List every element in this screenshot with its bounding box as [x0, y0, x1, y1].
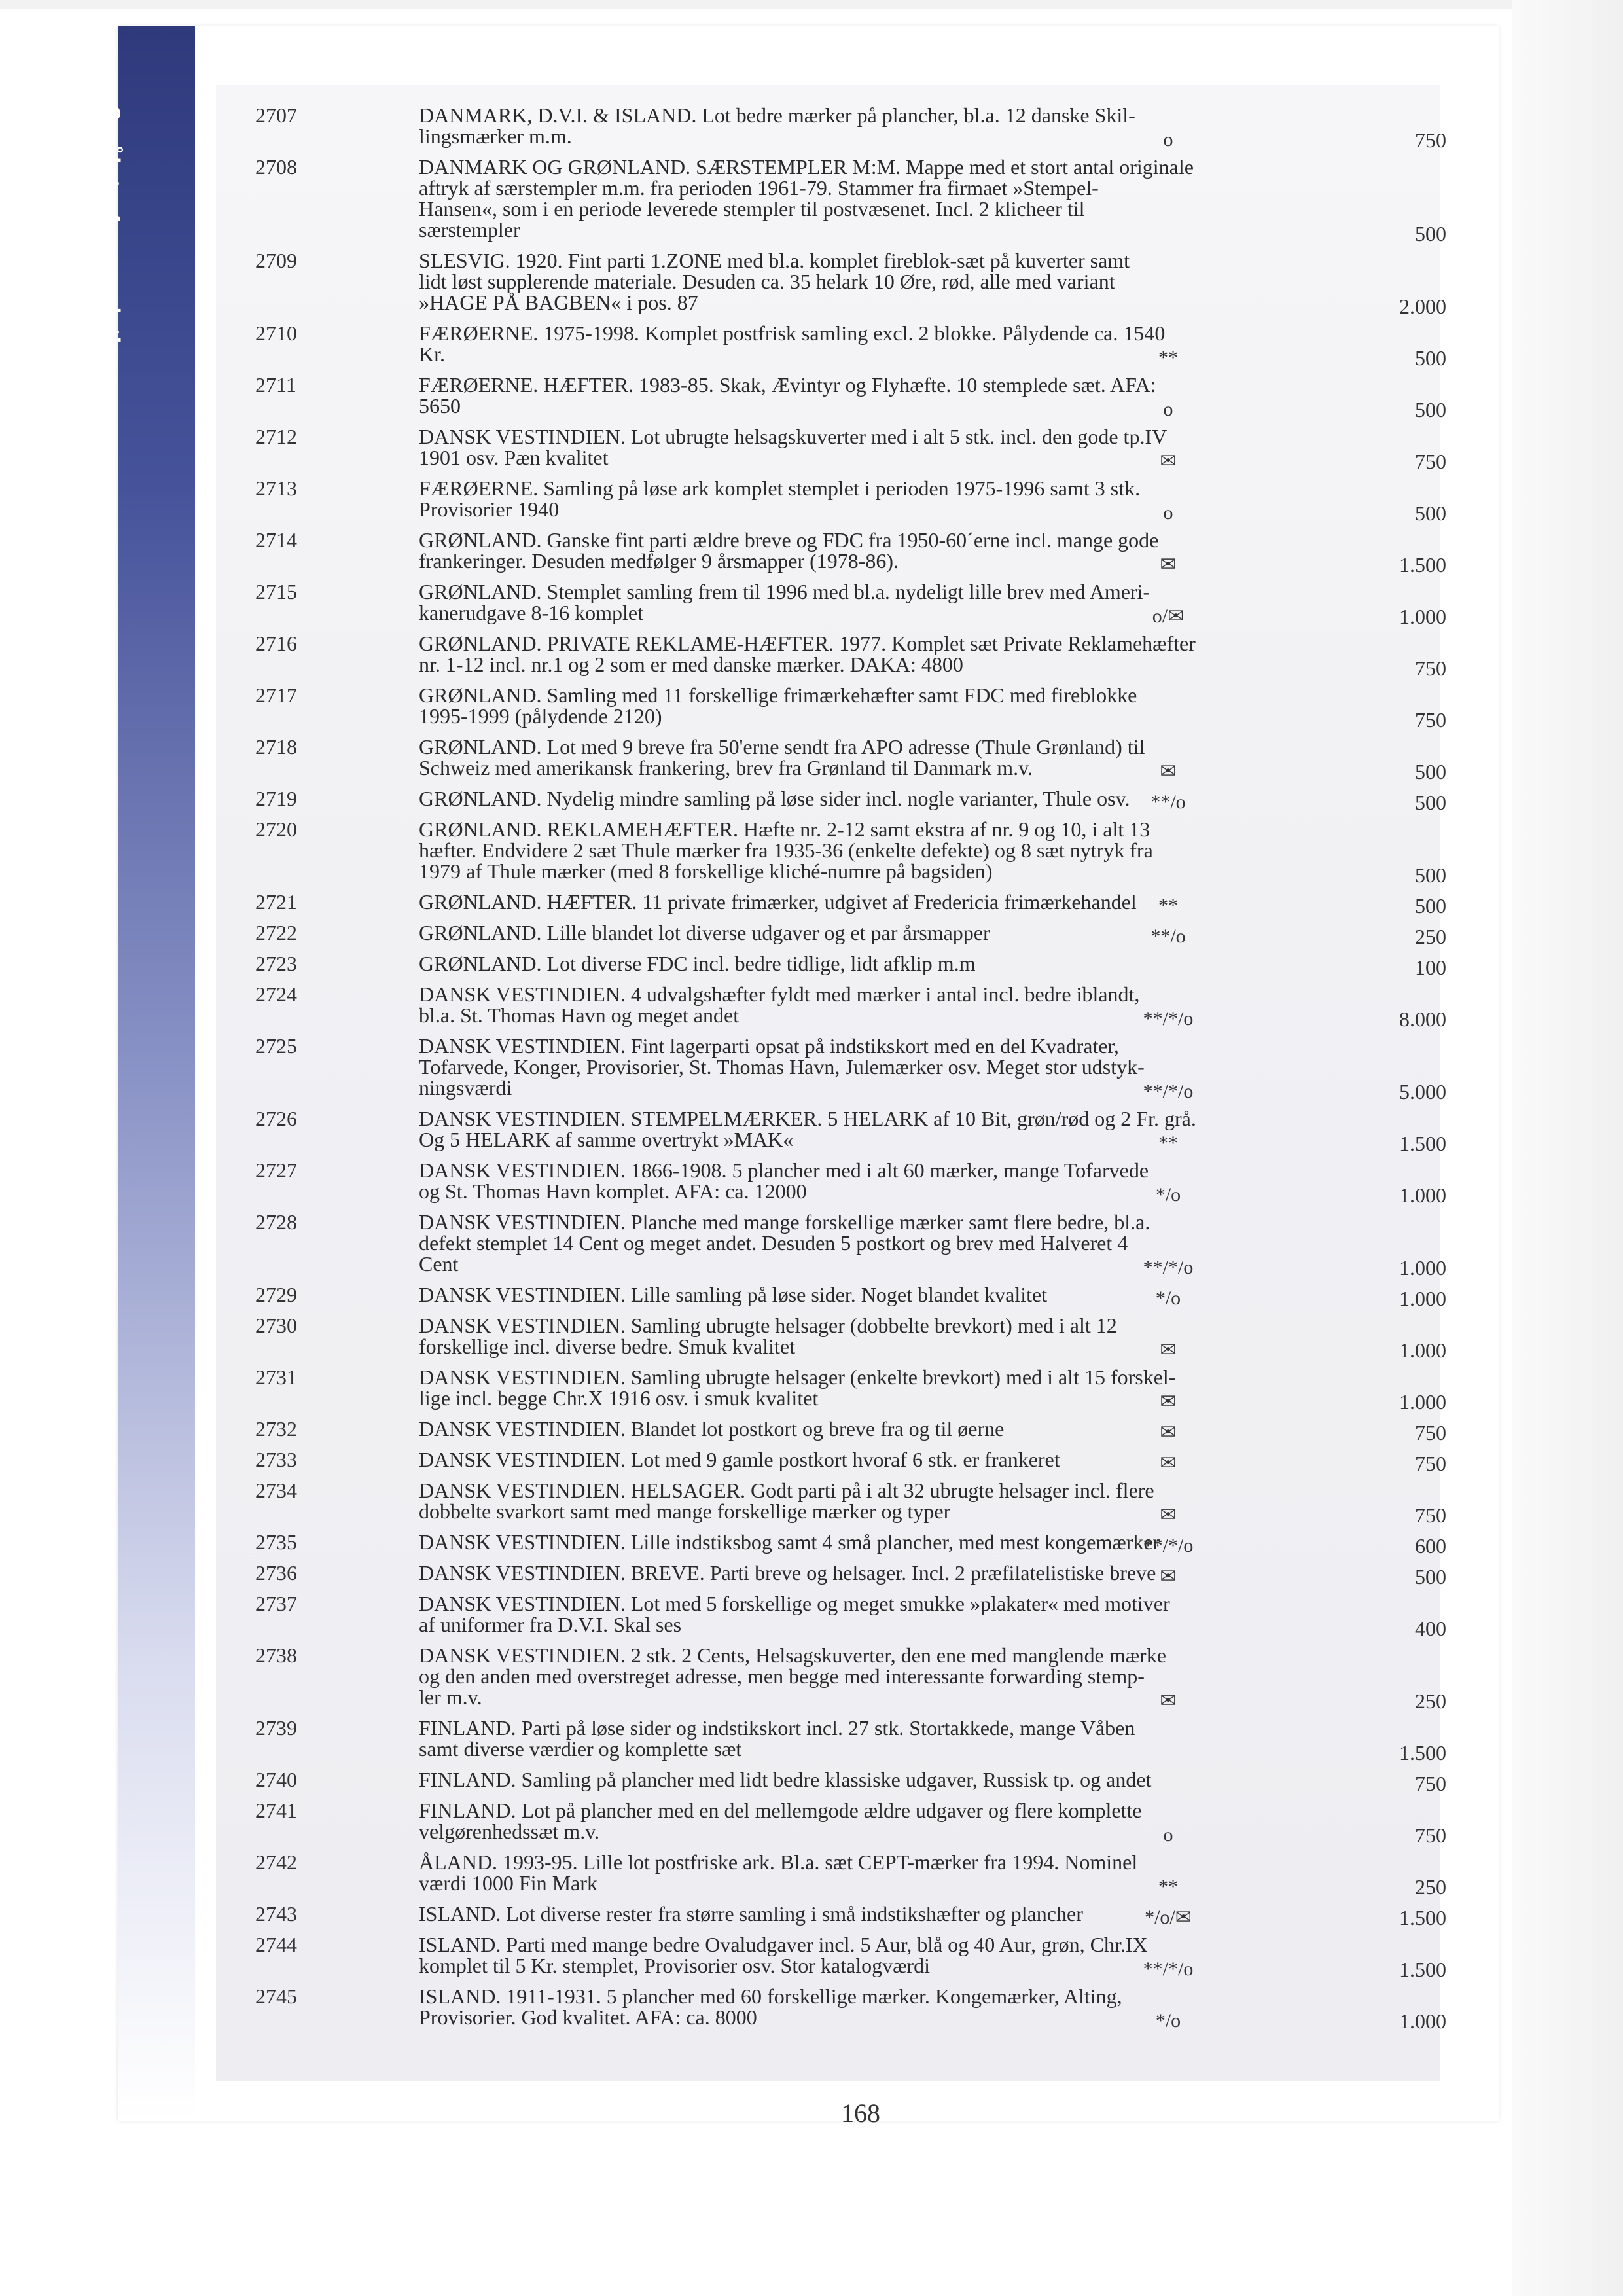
lot-number: 2717	[255, 683, 297, 707]
lot-estimate: 1.000	[1399, 1183, 1446, 1207]
lot-row	[216, 1850, 1446, 1899]
lot-condition: */o	[1155, 1287, 1181, 1309]
lot-number: 2745	[255, 1984, 297, 2008]
lot-condition: o	[1163, 1824, 1173, 1846]
lot-number: 2726	[255, 1107, 297, 1130]
lot-condition: o	[1163, 129, 1173, 151]
lot-condition: o/✉	[1152, 605, 1185, 627]
lot-description: ISLAND. Parti med mange bedre Ovaludgaver incl. 5 Aur, blå og 40 Aur, grøn, Chr.IX komplet til 5 Kr. stemplet, Provisorier osv. Stor katalogværdi	[419, 1933, 1148, 1977]
lot-description: DANSK VESTINDIEN. Lot ubrugte helsagskuverter med i alt 5 stk. incl. den gode tp.IV 1901 osv. Pæn kvalitet	[419, 425, 1168, 469]
lot-estimate: 1.500	[1399, 1741, 1446, 1765]
lot-description: FINLAND. Samling på plancher med lidt bedre klassiske udgaver, Russisk tp. og andet	[419, 1768, 1152, 1791]
lot-number: 2730	[255, 1314, 297, 1337]
lot-number: 2741	[255, 1799, 297, 1822]
lot-description: DANSK VESTINDIEN. 4 udvalgshæfter fyldt med mærker i antal incl. bedre iblandt, bl.a. St. Thomas Havn og meget andet	[419, 982, 1140, 1027]
lot-condition: ✉	[1160, 1339, 1177, 1361]
lot-estimate: 750	[1415, 450, 1446, 473]
lot-row	[216, 1530, 1446, 1558]
lot-estimate: 1.000	[1399, 1287, 1446, 1310]
lot-condition: **/o	[1150, 791, 1186, 813]
lot-description: DANSK VESTINDIEN. STEMPELMÆRKER. 5 HELARK af 10 Bit, grøn/rød og 2 Fr. grå. Og 5 HELARK af samme overtrykt »MAK«	[419, 1107, 1196, 1151]
lot-estimate: 400	[1415, 1617, 1446, 1640]
lot-row	[216, 528, 1446, 577]
lot-estimate: 500	[1415, 894, 1446, 918]
lot-row	[216, 1107, 1446, 1155]
lot-number: 2743	[255, 1902, 297, 1926]
lot-description: DANSK VESTINDIEN. Lot med 9 gamle postkort hvoraf 6 stk. er frankeret	[419, 1448, 1060, 1471]
lot-condition: **	[1158, 1132, 1178, 1154]
lot-row	[216, 735, 1446, 783]
lot-estimate: 750	[1415, 1823, 1446, 1847]
lot-number: 2736	[255, 1561, 297, 1585]
lot-number: 2727	[255, 1158, 297, 1182]
lot-number: 2734	[255, 1479, 297, 1502]
lot-estimate: 500	[1415, 863, 1446, 887]
lot-number: 2740	[255, 1768, 297, 1791]
lot-row	[216, 683, 1446, 732]
lot-condition: ✉	[1160, 450, 1177, 472]
lot-number: 2720	[255, 817, 297, 841]
lot-description: ISLAND. 1911-1931. 5 plancher med 60 forskellige mærker. Kongemærker, Alting, Provisorier. God kvalitet. AFA: ca. 8000	[419, 1984, 1122, 2029]
lot-description: GRØNLAND. Stemplet samling frem til 1996 med bl.a. nydeligt lille brev med Ameri- kanerudgave 8-16 komplet	[419, 580, 1150, 624]
lot-condition: ✉	[1160, 1566, 1177, 1587]
lot-row	[216, 1314, 1446, 1362]
lot-number: 2735	[255, 1530, 297, 1554]
lot-description: GRØNLAND. Lot med 9 breve fra 50'erne sendt fra APO adresse (Thule Grønland) til Schweiz med amerikansk frankering, brev fra Grønland til Danmark m.v.	[419, 735, 1145, 780]
lot-number: 2710	[255, 321, 297, 345]
lot-description: DANMARK OG GRØNLAND. SÆRSTEMPLER M:M. Mappe med et stort antal originale aftryk af særstempler m.m. fra perioden 1961-79. Stammer fra firmaet »Stempel- Hansen«, som i en periode leverede stempler til postvæsenet. Incl. 2 klicheer til særstempler	[419, 155, 1194, 242]
lot-row	[216, 1283, 1446, 1310]
lot-row	[216, 632, 1446, 680]
lot-row	[216, 1210, 1446, 1280]
lot-estimate: 1.500	[1399, 1906, 1446, 1929]
lot-description: ÅLAND. 1993-95. Lille lot postfriske ark. Bl.a. sæt CEPT-mærker fra 1994. Nominel værdi 1000 Fin Mark	[419, 1850, 1138, 1895]
lot-condition: o	[1163, 399, 1173, 420]
lot-estimate: 1.000	[1399, 1338, 1446, 1362]
lot-number: 2722	[255, 921, 297, 944]
lot-condition: **/*/o	[1143, 1535, 1194, 1556]
lot-estimate: 250	[1415, 1875, 1446, 1899]
lot-estimate: 5.000	[1399, 1080, 1446, 1103]
scan-edge-top	[0, 0, 1623, 9]
lot-row	[216, 1768, 1446, 1795]
lot-number: 2721	[255, 890, 297, 914]
lot-estimate: 250	[1415, 925, 1446, 948]
lot-description: DANSK VESTINDIEN. Lille samling på løse sider. Noget blandet kvalitet	[419, 1283, 1048, 1306]
lot-description: GRØNLAND. Samling med 11 forskellige frimærkehæfter samt FDC med fireblokke 1995-1999 (pålydende 2120)	[419, 683, 1137, 728]
lot-description: GRØNLAND. PRIVATE REKLAME-HÆFTER. 1977. Komplet sæt Private Reklamehæfter nr. 1-12 incl. nr.1 og 2 som er med danske mærker. DAKA: 4800	[419, 632, 1196, 676]
section-side-tab	[118, 26, 195, 2121]
lot-condition: **/o	[1150, 925, 1186, 947]
lot-number: 2733	[255, 1448, 297, 1471]
lot-description: DANMARK, D.V.I. & ISLAND. Lot bedre mærker på plancher, bl.a. 12 danske Skil- lingsmærker m.m.	[419, 103, 1135, 148]
lot-estimate: 500	[1415, 1565, 1446, 1588]
section-side-tab-label: Smålot • Accumulations	[98, 105, 125, 388]
lot-estimate: 500	[1415, 760, 1446, 783]
lot-condition: o	[1163, 502, 1173, 524]
lot-row	[216, 1365, 1446, 1414]
lot-number: 2729	[255, 1283, 297, 1306]
lot-number: 2714	[255, 528, 297, 552]
lot-condition: ✉	[1160, 1422, 1177, 1443]
lot-estimate: 500	[1415, 222, 1446, 245]
lot-row	[216, 1417, 1446, 1444]
lot-row	[216, 1643, 1446, 1713]
scan-edge-right	[1512, 0, 1623, 2296]
lot-row	[216, 787, 1446, 814]
lot-estimate: 500	[1415, 501, 1446, 525]
lot-description: GRØNLAND. Lot diverse FDC incl. bedre tidlige, lidt afklip m.m	[419, 952, 976, 975]
lot-condition: ✉	[1160, 554, 1177, 575]
lot-estimate: 1.500	[1399, 553, 1446, 577]
lot-estimate: 1.000	[1399, 605, 1446, 628]
lot-description: DANSK VESTINDIEN. Samling ubrugte helsager (dobbelte brevkort) med i alt 12 forskellige incl. diverse bedre. Smuk kvalitet	[419, 1314, 1117, 1358]
lot-description: DANSK VESTINDIEN. HELSAGER. Godt parti på i alt 32 ubrugte helsager incl. flere dobbelte svarkort samt med mange forskellige mærker og typer	[419, 1479, 1154, 1523]
lot-row	[216, 982, 1446, 1031]
lot-description: DANSK VESTINDIEN. BREVE. Parti breve og helsager. Incl. 2 præfilatelistiske breve	[419, 1561, 1156, 1585]
lot-row	[216, 1592, 1446, 1640]
lot-row	[216, 1902, 1446, 1929]
lot-description: FÆRØERNE. HÆFTER. 1983-85. Skak, Ævintyr og Flyhæfte. 10 stemplede sæt. AFA: 5650	[419, 373, 1156, 418]
lot-number: 2744	[255, 1933, 297, 1956]
lot-description: GRØNLAND. REKLAMEHÆFTER. Hæfte nr. 2-12 samt ekstra af nr. 9 og 10, i alt 13 hæfter. Endvidere 2 sæt Thule mærker fra 1935-36 (enkelte defekte) og 8 sæt nytryk fra 1979 af Thule mærker (med 8 forskellige kliché-numre på bagsiden)	[419, 817, 1153, 883]
lot-description: GRØNLAND. HÆFTER. 11 private frimærker, udgivet af Fredericia frimærkehandel	[419, 890, 1137, 914]
lot-row	[216, 1448, 1446, 1475]
lot-estimate: 750	[1415, 656, 1446, 680]
lot-estimate: 1.500	[1399, 1132, 1446, 1155]
lot-row	[216, 1984, 1446, 2033]
lot-description: ISLAND. Lot diverse rester fra større samling i små indstikshæfter og plancher	[419, 1902, 1083, 1926]
lot-estimate: 2.000	[1399, 295, 1446, 318]
lot-row	[216, 373, 1446, 422]
lot-number: 2719	[255, 787, 297, 810]
lot-estimate: 750	[1415, 1452, 1446, 1475]
lot-description: DANSK VESTINDIEN. Samling ubrugte helsager (enkelte brevkort) med i alt 15 forskel- lige incl. begge Chr.X 1916 osv. i smuk kvalitet	[419, 1365, 1176, 1410]
lot-estimate: 500	[1415, 398, 1446, 422]
lot-estimate: 1.000	[1399, 2009, 1446, 2033]
lot-number: 2724	[255, 982, 297, 1006]
lot-condition: **/*/o	[1143, 1081, 1194, 1102]
lot-condition: ✉	[1160, 1452, 1177, 1474]
lot-row	[216, 425, 1446, 473]
lot-condition: **	[1158, 347, 1178, 368]
lot-row	[216, 103, 1446, 152]
lot-condition: ✉	[1160, 1504, 1177, 1526]
lot-condition: */o	[1155, 1184, 1181, 1206]
lot-number: 2707	[255, 103, 297, 127]
lot-number: 2713	[255, 476, 297, 500]
lot-number: 2715	[255, 580, 297, 603]
lot-number: 2708	[255, 155, 297, 179]
lot-estimate: 750	[1415, 1421, 1446, 1444]
lot-estimate: 1.000	[1399, 1256, 1446, 1280]
lot-description: DANSK VESTINDIEN. Planche med mange forskellige mærker samt flere bedre, bl.a. defekt stemplet 14 Cent og meget andet. Desuden 5 postkort og brev med Halveret 4 Cent	[419, 1210, 1150, 1276]
lot-estimate: 1.000	[1399, 1390, 1446, 1414]
lot-description: FINLAND. Parti på løse sider og indstikskort incl. 27 stk. Stortakkede, mange Våben samt diverse værdier og komplette sæt	[419, 1716, 1135, 1761]
lot-condition: */o/✉	[1145, 1907, 1192, 1928]
lot-number: 2742	[255, 1850, 297, 1874]
lot-condition: ✉	[1160, 1690, 1177, 1712]
lot-row	[216, 890, 1446, 918]
lot-description: DANSK VESTINDIEN. Fint lagerparti opsat på indstikskort med en del Kvadrater, Tofarvede, Konger, Provisorier, St. Thomas Havn, Julemærker osv. Meget stor udstyk- ningsværdi	[419, 1034, 1145, 1100]
lot-description: GRØNLAND. Nydelig mindre samling på løse sider incl. nogle varianter, Thule osv.	[419, 787, 1130, 810]
lot-description: DANSK VESTINDIEN. Lot med 5 forskellige og meget smukke »plakater« med motiver af uniformer fra D.V.I. Skal ses	[419, 1592, 1170, 1636]
lot-estimate: 500	[1415, 791, 1446, 814]
lot-estimate: 8.000	[1399, 1007, 1446, 1031]
lot-condition: */o	[1155, 2010, 1181, 2032]
lot-row	[216, 1561, 1446, 1588]
lot-description: SLESVIG. 1920. Fint parti 1.ZONE med bl.a. komplet fireblok-sæt på kuverter samt lidt løst supplerende materiale. Desuden ca. 35 helark 10 Øre, rød, alle med variant »HAGE PÅ BAGBEN« i pos. 87	[419, 249, 1130, 314]
lot-estimate: 750	[1415, 1503, 1446, 1527]
lot-row	[216, 1933, 1446, 1981]
lot-number: 2728	[255, 1210, 297, 1234]
lot-row	[216, 1716, 1446, 1765]
lot-description: DANSK VESTINDIEN. Blandet lot postkort og breve fra og til øerne	[419, 1417, 1005, 1441]
lot-condition: ✉	[1160, 761, 1177, 782]
lot-estimate: 100	[1415, 956, 1446, 979]
lot-number: 2725	[255, 1034, 297, 1058]
lot-row	[216, 321, 1446, 370]
lot-row	[216, 817, 1446, 887]
lot-number: 2731	[255, 1365, 297, 1389]
lot-row	[216, 580, 1446, 628]
lot-description: DANSK VESTINDIEN. Lille indstiksbog samt 4 små plancher, med mest kongemærker	[419, 1530, 1160, 1554]
lot-estimate: 750	[1415, 708, 1446, 732]
lot-number: 2716	[255, 632, 297, 655]
lot-number: 2718	[255, 735, 297, 759]
lot-row	[216, 1034, 1446, 1103]
lot-description: FÆRØERNE. Samling på løse ark komplet stemplet i perioden 1975-1996 samt 3 stk. Provisorier 1940	[419, 476, 1141, 521]
lot-estimate: 250	[1415, 1689, 1446, 1713]
lot-number: 2732	[255, 1417, 297, 1441]
lot-estimate: 600	[1415, 1534, 1446, 1558]
lot-estimate: 750	[1415, 1772, 1446, 1795]
lot-row	[216, 952, 1446, 979]
lot-number: 2723	[255, 952, 297, 975]
lot-row	[216, 1799, 1446, 1847]
lot-number: 2712	[255, 425, 297, 448]
lot-description: GRØNLAND. Ganske fint parti ældre breve og FDC fra 1950-60´erne incl. mange gode frankeringer. Desuden medfølger 9 årsmapper (1978-86).	[419, 528, 1159, 573]
lot-condition: **/*/o	[1143, 1008, 1194, 1030]
lot-row	[216, 1479, 1446, 1527]
lot-estimate: 1.500	[1399, 1958, 1446, 1981]
lot-description: FINLAND. Lot på plancher med en del mellemgode ældre udgaver og flere komplette velgørenhedssæt m.v.	[419, 1799, 1142, 1843]
lot-number: 2711	[255, 373, 296, 397]
lot-row	[216, 249, 1446, 318]
lot-description: FÆRØERNE. 1975-1998. Komplet postfrisk samling excl. 2 blokke. Pålydende ca. 1540 Kr.	[419, 321, 1166, 366]
lot-condition: **	[1158, 1876, 1178, 1897]
lot-description: DANSK VESTINDIEN. 1866-1908. 5 plancher med i alt 60 mærker, mange Tofarvede og St. Thomas Havn komplet. AFA: ca. 12000	[419, 1158, 1149, 1203]
lot-row	[216, 155, 1446, 245]
lot-number: 2709	[255, 249, 297, 272]
lot-condition: **/*/o	[1143, 1257, 1194, 1278]
lot-number: 2738	[255, 1643, 297, 1667]
lot-condition: **/*/o	[1143, 1958, 1194, 1980]
lot-row	[216, 921, 1446, 948]
lot-number: 2737	[255, 1592, 297, 1615]
lot-description: GRØNLAND. Lille blandet lot diverse udgaver og et par årsmapper	[419, 921, 990, 944]
lot-condition: ✉	[1160, 1391, 1177, 1412]
lot-row	[216, 476, 1446, 525]
lot-number: 2739	[255, 1716, 297, 1740]
lot-estimate: 750	[1415, 128, 1446, 152]
page-number: 168	[841, 2098, 880, 2128]
lot-description: DANSK VESTINDIEN. 2 stk. 2 Cents, Helsagskuverter, den ene med manglende mærke og den anden med overstreget adresse, men begge med interessante forwarding stemp- ler m.v.	[419, 1643, 1166, 1709]
lot-condition: **	[1158, 895, 1178, 916]
lot-row	[216, 1158, 1446, 1207]
lot-estimate: 500	[1415, 346, 1446, 370]
